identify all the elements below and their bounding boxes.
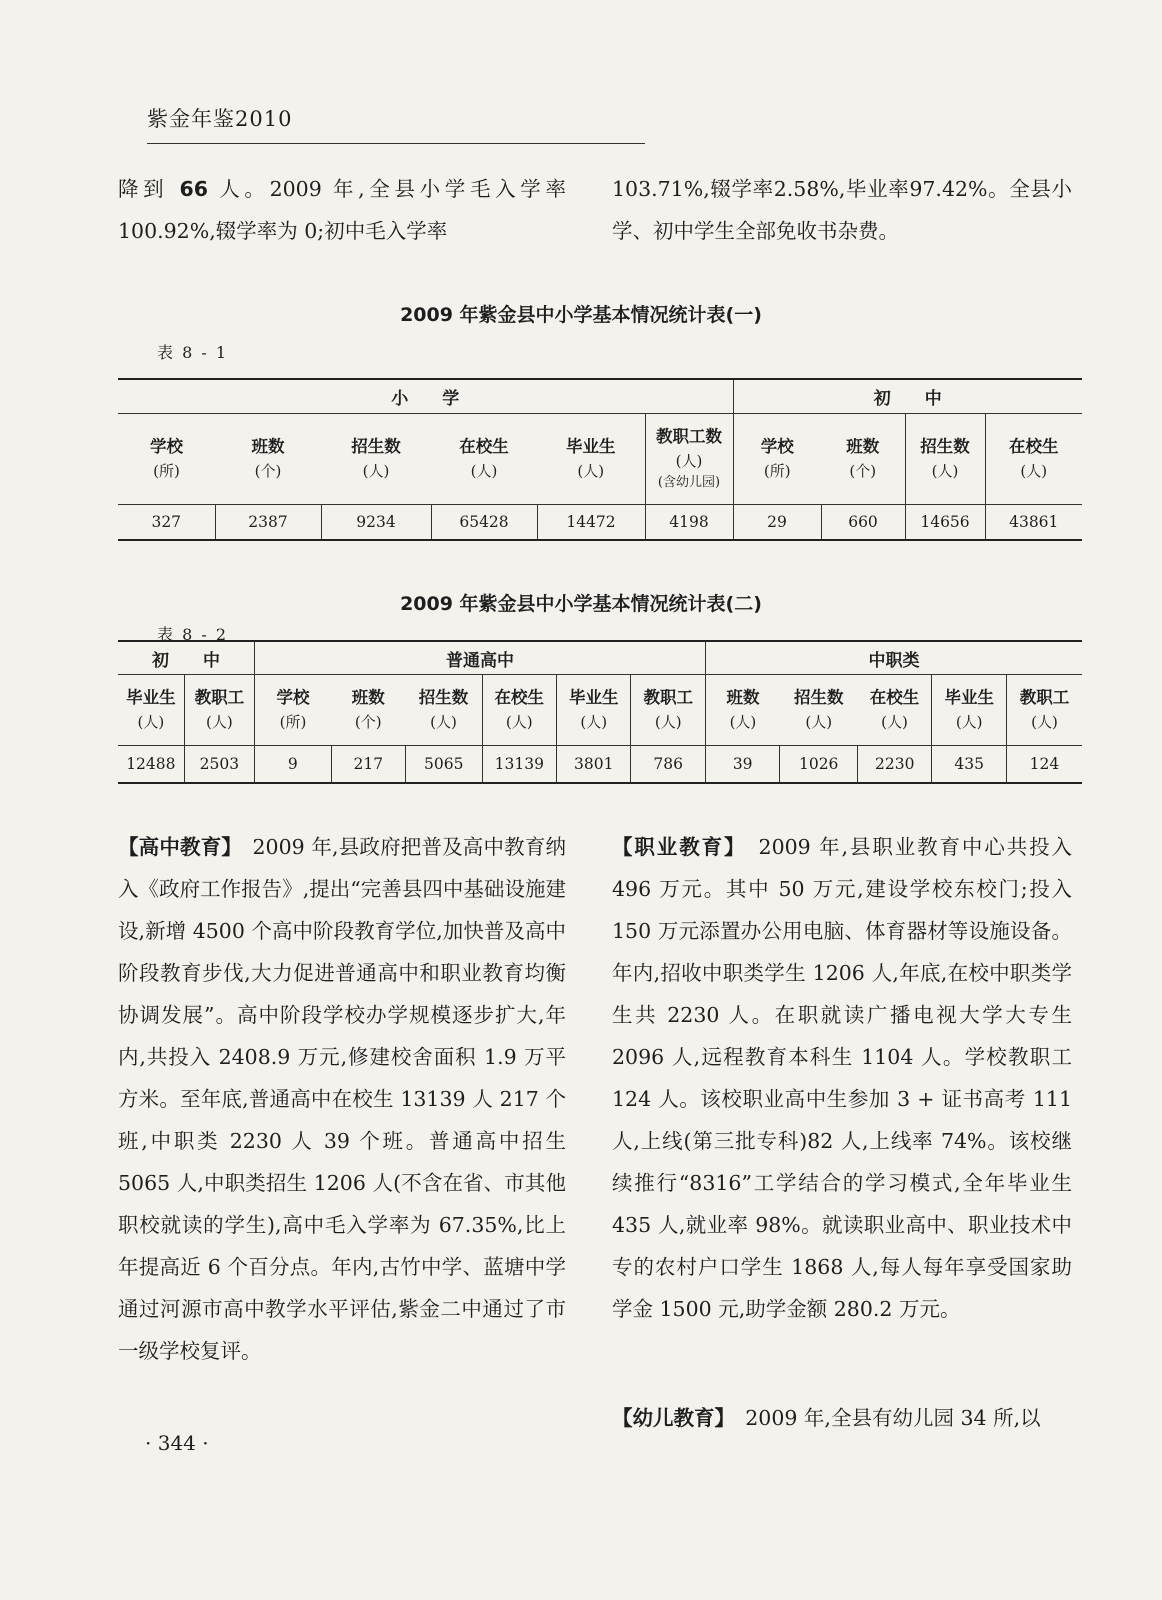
intro-paragraph-left: 降到 66 人。2009 年,全县小学毛入学率 100.92%,辍学率为 0;初中毛入学率	[118, 177, 566, 243]
table1-header-cell: 在校生 (人)	[985, 414, 1082, 505]
table1-value-cell: 9234	[321, 505, 431, 541]
running-header: 紫金年鉴2010	[147, 107, 293, 131]
table2-header-cell: 毕业生 (人)	[557, 675, 631, 746]
table1-header-cell: 教职工数 (人) (含幼儿园)	[645, 414, 733, 505]
table1-value-cell: 660	[821, 505, 905, 541]
section-high-school-education: 【高中教育】 2009 年,县政府把普及高中教育纳入《政府工作报告》,提出“完善县四中基础设施建设,新增 4500 个高中阶段教育学位,加快普及高中阶段教育步伐,大力促进普通高中和职业教育均衡协调发展”。高中阶段学校办学规模逐步扩大,年内,共投入 2408.9 万元,修建校舍面积 1.9 万平方米。至年底,普通高中在校生 13139 人 217 个班,中职类 2230 人 39 个班。普通高中招生 5065 人,中职类招生 1206 人(不含在省、市其他职校就读的学生),高中毛入学率为 67.35%,比上年提高近 6 个百分点。年内,古竹中学、蓝塘中学通过河源市高中教学水平评估,紫金二中通过了市一级学校复评。	[118, 835, 567, 1363]
page-number: · 344 ·	[145, 1431, 209, 1455]
intro-paragraph-right: 103.71%,辍学率2.58%,毕业率97.42%。全县小学、初中学生全部免收书杂费。	[612, 177, 1072, 243]
table2-value-cell: 2503	[184, 746, 254, 784]
table1-label: 表 8 - 1	[157, 343, 229, 362]
table1-value-cell: 327	[118, 505, 215, 541]
section-heading: 【职业教育】	[612, 835, 737, 859]
table1-header-cell: 在校生 (人)	[431, 414, 537, 505]
table1-primary-junior-stats	[118, 378, 1082, 541]
section-heading: 【高中教育】	[118, 835, 232, 859]
section-vocational-education: 【职业教育】 2009 年,县职业教育中心共投入 496 万元。其中 50 万元,建设学校东校门;投入 150 万元添置办公用电脑、体育器材等设施设备。年内,招收中职类学生 1206 人,年底,在校中职类学生共 2230 人。在职就读广播电视大学大专生 2096 人,远程教育本科生 1104 人。学校教职工 124 人。该校职业高中生参加 3 + 证书高考 111 人,上线(第三批专科)82 人,上线率 74%。该校继续推行“8316”工学结合的学习模式,全年毕业生 435 人,就业率 98%。就读职业高中、职业技术中专的农村户口学生 1868 人,每人每年享受国家助学金 1500 元,助学金额 280.2 万元。	[612, 835, 1073, 1321]
table2-value-cell: 124	[1029, 755, 1060, 773]
table2-title: 2009 年紫金县中小学基本情况统计表(二)	[400, 593, 762, 615]
table2-value-cell: 3801	[557, 746, 631, 784]
table2-junior-senior-vocational-stats	[118, 640, 1082, 784]
table2-value-cell: 39	[705, 746, 779, 784]
table1-header-cell: 班数 (个)	[215, 414, 321, 505]
table1-header-cell: 毕业生 (人)	[537, 414, 645, 505]
table2-header-cell: 学校 (所)	[255, 675, 332, 746]
table2-header-cell: 班数 (人)	[705, 675, 779, 746]
table1-value-cell: 14656	[905, 505, 985, 541]
table2-value-cell: 435	[932, 746, 1006, 784]
table2-header-cell: 在校生 (人)	[482, 675, 556, 746]
table2-label: 表 8 - 2	[157, 625, 229, 644]
table2-value-cell: 1026	[780, 746, 858, 784]
table1-value-cell: 4198	[645, 505, 733, 541]
table2-group-senior: 普通高中	[255, 641, 706, 675]
section-preschool-education: 【幼儿教育】 2009 年,全县有幼儿园 34 所,以	[612, 1406, 1041, 1430]
table2-value-cell: 5065	[406, 746, 483, 784]
table2-header-cell: 招生数 (人)	[406, 675, 483, 746]
table2-value-cell: 12488	[118, 746, 184, 784]
table1-header-cell: 学校 (所)	[118, 414, 215, 505]
table2-header-cell: 教职工 (人)	[184, 675, 254, 746]
intro-bold-number: 66	[179, 177, 209, 201]
table1-header-cell: 招生数 (人)	[321, 414, 431, 505]
table2-value-cell: 217	[331, 746, 405, 784]
table1-group-primary: 小 学	[118, 379, 733, 414]
table2-header-cell: 毕业生 (人)	[932, 675, 1006, 746]
section-heading: 【幼儿教育】	[612, 1406, 725, 1430]
table2-header-cell: 毕业生 (人)	[118, 675, 184, 746]
table1-header-cell: 班数 (个)	[821, 414, 905, 505]
table1-value-cell: 14472	[537, 505, 645, 541]
table2-header-cell: 在校生 (人)	[857, 675, 931, 746]
table2-header-cell: 班数 (个)	[331, 675, 405, 746]
table1-header-cell: 招生数 (人)	[905, 414, 985, 505]
table2-header-cell: 招生数 (人)	[780, 675, 858, 746]
table2-value-cell: 13139	[482, 746, 556, 784]
table2-group-junior: 初 中	[118, 641, 255, 675]
table1-value-cell: 29	[733, 505, 821, 541]
table2-value-cell: 9	[255, 746, 332, 784]
table1-title: 2009 年紫金县中小学基本情况统计表(一)	[400, 304, 762, 326]
table1-group-junior: 初 中	[733, 379, 1082, 414]
table2-header-cell: 教职工 (人)	[1006, 675, 1082, 746]
table2-value-cell: 2230	[857, 746, 931, 784]
table2-value-cell: 786	[631, 746, 705, 784]
table1-header-cell: 学校 (所)	[733, 414, 821, 505]
table2-header-cell: 教职工 (人)	[631, 675, 705, 746]
table1-value-cell: 43861	[1009, 513, 1059, 531]
table1-value-cell: 65428	[431, 505, 537, 541]
table1-value-cell: 2387	[215, 505, 321, 541]
table2-group-vocational: 中职类	[705, 641, 1082, 675]
header-rule	[147, 143, 645, 144]
